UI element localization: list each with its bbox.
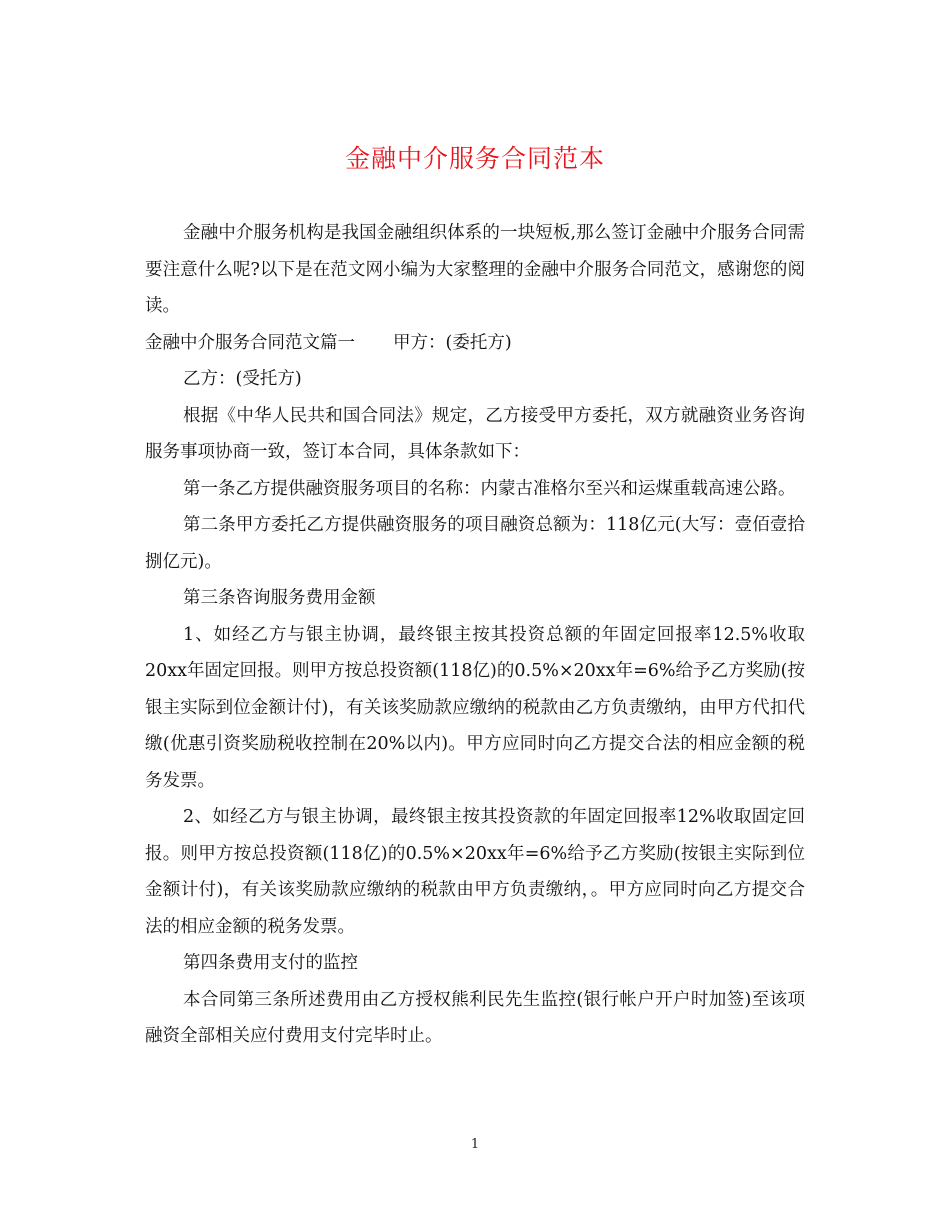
- article-two-paragraph: 第二条甲方委托乙方提供融资服务的项目融资总额为：118亿元(大写：壹佰壹拾捌亿元)。: [145, 515, 805, 572]
- section-heading: 金融中介服务合同范文篇一: [145, 332, 355, 353]
- contract-basis-paragraph: 根据《中华人民共和国合同法》规定，乙方接受甲方委托，双方就融资业务咨询服务事项协商一致，签订本合同，具体条款如下：: [145, 405, 805, 462]
- party-a-label: 甲方：(委托方): [393, 332, 512, 353]
- document-title: 金融中介服务合同范本: [344, 144, 605, 173]
- article-four-heading: 第四条费用支付的监控: [183, 953, 358, 973]
- party-b-label: 乙方：(受托方): [183, 369, 302, 389]
- article-four-paragraph: 本合同第三条所述费用由乙方授权熊利民先生监控(银行帐户开户时加签)至该项融资全部相关应付费用支付完毕时止。: [145, 989, 805, 1046]
- section-heading-line: [145, 325, 805, 362]
- article-three-item-2: 2、如经乙方与银主协调，最终银主按其投资款的年固定回报率12%收取固定回报。则甲方按总投资额(118亿)的0.5%×20xx年=6%给予乙方奖励(按银主实际到位金额计付)，有关该奖励款应缴纳的税款由甲方负责缴纳，。甲方应同时向乙方提交合法的相应金额的税务发票。: [145, 807, 805, 937]
- intro-paragraph: 金融中介服务机构是我国金融组织体系的一块短板,那么签订金融中介服务合同需要注意什么呢?以下是在范文网小编为大家整理的金融中介服务合同范文，感谢您的阅读。: [145, 223, 805, 316]
- document-body: [145, 215, 805, 1055]
- article-one-paragraph: 第一条乙方提供融资服务项目的名称：内蒙古准格尔至兴和运煤重载高速公路。: [183, 478, 796, 499]
- article-three-item-1: 1、如经乙方与银主协调，最终银主按其投资总额的年固定回报率12.5%收取20xx年固定回报。则甲方按总投资额(118亿)的0.5%×20xx年=6%给予乙方奖励(按银主实际到位金额计付)，有关该奖励款应缴纳的税款由乙方负责缴纳，由甲方代扣代缴(优惠引资奖励税收控制在20%以内)。甲方应同时向乙方提交合法的相应金额的税务发票。: [145, 624, 805, 791]
- article-three-heading: 第三条咨询服务费用金额: [183, 588, 376, 608]
- page-number: 1: [470, 1137, 480, 1152]
